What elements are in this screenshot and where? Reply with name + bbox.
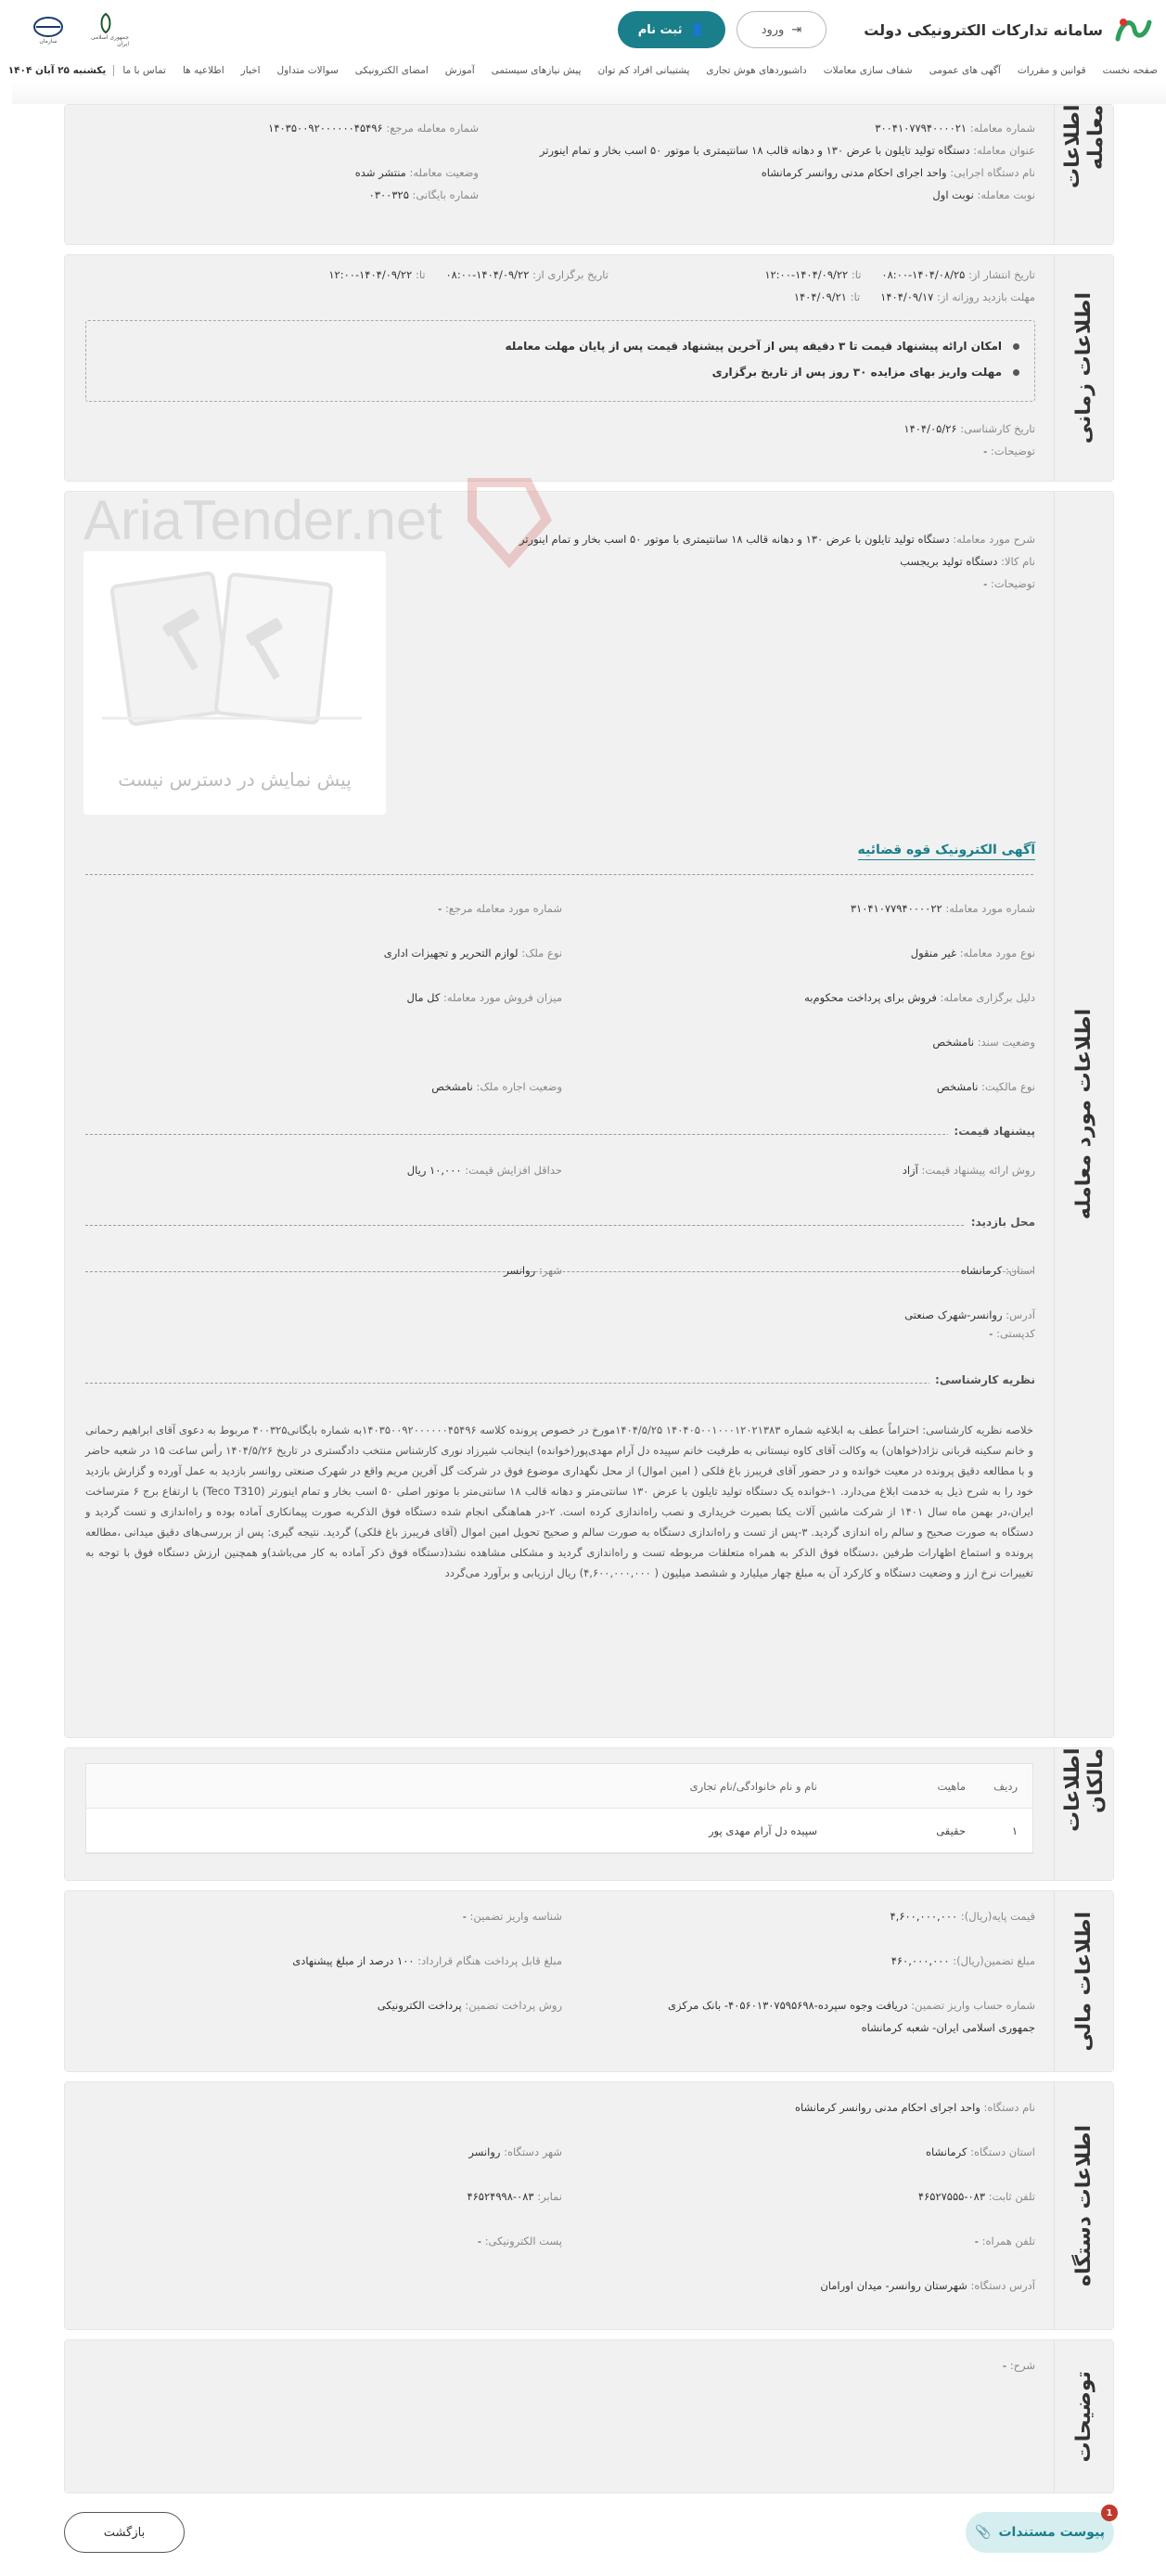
owner-name: سپیده دل آرام مهدی پور — [709, 1823, 817, 1837]
owners-section — [64, 1747, 1114, 1881]
org-mobile: تلفن همراه: - — [974, 2235, 1035, 2248]
deal-reason: دلیل برگزاری معامله: فروش برای پرداخت محکوم‌به — [804, 991, 1035, 1004]
finance-section — [64, 1890, 1114, 2072]
login-icon: ⇥ — [791, 22, 802, 37]
org-section — [64, 2081, 1114, 2330]
signup-label: ثبت نام — [637, 22, 683, 37]
notes-text: شرح: - — [1002, 2359, 1035, 2372]
deposit-account: شماره حساب واریز تضمین: دریافت وجوه سپرده-۴۰۵۶۰۱۳۰۷۵۹۵۶۹۸- بانک مرکزی — [668, 1999, 1035, 2012]
column-header: نام و نام خانوادگی/نام تجاری — [689, 1779, 817, 1793]
top-bar — [12, 0, 1166, 59]
divider — [85, 1383, 1033, 1384]
base-price: قیمت پایه(ریال): ۴,۶۰۰,۰۰۰,۰۰۰ — [890, 1910, 1035, 1923]
table-row — [86, 1809, 1032, 1853]
deal-org: نام دستگاه اجرایی: واحد اجرای احکام مدنی روانسر کرمانشاه — [761, 166, 1035, 179]
preview-unavailable-text: پیش نمایش در دسترس نیست — [118, 768, 352, 791]
item-description: شرح مورد معامله: دستگاه تولید تایلون با عرض ۱۳۰ و دهانه قالب ۱۸ سانتیمتری با موتور ۵۰ اسب بخار و تمام اینورتر — [519, 533, 1035, 546]
deal-number: شماره معامله: ۳۰۰۴۱۰۷۷۹۴۰۰۰۰۲۱ — [875, 122, 1035, 135]
visit-city: شهر: روانسر — [504, 1264, 562, 1277]
guarantee-method: روش پرداخت تضمین: پرداخت الکترونیکی — [377, 1999, 562, 2012]
deal-status: وضعیت معامله: منتشر شده — [354, 166, 479, 179]
back-button[interactable]: بازگشت — [64, 2512, 185, 2553]
hold-range: تاریخ برگزاری از: ۱۴۰۴/۰۹/۲۲-۰۸:۰۰ تا: ۱۴۰۴/۰۹/۲۲-۱۲:۰۰ — [328, 268, 609, 281]
gavel-icon — [83, 551, 386, 737]
divider — [85, 1134, 1033, 1135]
ownership-type: نوع مالکیت: نامشخص — [936, 1080, 1035, 1093]
deposit-id: شناسه واریز تضمین: - — [462, 1910, 562, 1923]
org-address: آدرس دستگاه: شهرستان روانسر- میدان اورامان — [820, 2279, 1035, 2292]
section-title: توضیحات — [1072, 2370, 1096, 2463]
nav-item-laws[interactable]: قوانین و مقررات — [1017, 65, 1086, 76]
login-label: ورود — [761, 22, 785, 37]
offer-method: روش ارائه پیشنهاد قیمت: آزاد — [902, 1164, 1035, 1177]
property-type: نوع ملک: لوازم التحریر و تجهیزات اداری — [383, 947, 562, 960]
government-emblem-icon: جمهوری اسلامی ایران — [83, 8, 129, 51]
section-title: اطلاعات مالی — [1072, 1911, 1096, 2052]
footer-actions — [64, 2507, 1114, 2549]
nav-item-accessibility[interactable]: پشتیبانی افراد کم توان — [597, 65, 690, 76]
nav-item-notices[interactable]: اطلاعیه ها — [182, 65, 224, 76]
divider — [85, 1225, 1033, 1226]
nav-item-faq[interactable]: سوالات متداول — [276, 65, 339, 76]
deal-subject: عنوان معامله: دستگاه تولید تایلون با عرض ۱۳۰ و دهانه قالب ۱۸ سانتیمتری با موتور ۵۰ اسب بخار و تمام اینورتر — [539, 144, 1035, 157]
setad-logo-icon — [1112, 11, 1153, 48]
org-email: پست الکترونیکی: - — [477, 2235, 562, 2248]
divider — [85, 874, 1033, 875]
visit-province: استان: کرمانشاه — [960, 1264, 1035, 1277]
judiciary-ad-link[interactable]: آگهی الکترونیک قوه قضائیه — [858, 843, 1036, 860]
nav-item-prerequisites[interactable]: پیش نیازهای سیستمی — [491, 65, 582, 76]
attachments-count-badge: 1 — [1101, 2505, 1118, 2521]
price-offer-heading: پیشنهاد قیمت: — [948, 1125, 1035, 1138]
item-ref-number: شماره مورد معامله مرجع: - — [438, 902, 562, 915]
current-date: یکشنبه ۲۵ آبان ۱۴۰۴ — [0, 65, 114, 76]
section-title: اطلاعات دستگاه — [1072, 2125, 1096, 2286]
table-header — [86, 1764, 1032, 1809]
conditions-box — [85, 320, 1035, 402]
main-nav — [7, 59, 1166, 82]
condition-item: امکان ارائه پیشنهاد قیمت تا ۳ دقیقه پس از آخرین پیشنهاد قیمت پس از پایان مهلت معامله — [506, 340, 1019, 353]
condition-item: مهلت واریز بهای مزایده ۳۰ روز پس از تاریخ برگزاری — [712, 366, 1019, 379]
time-notes: توضیحات: - — [983, 444, 1035, 457]
section-title: اطلاعات مورد معامله — [1072, 1009, 1096, 1220]
org-fax: نمابر: ۰۸۳-۴۶۵۲۴۹۹۸ — [467, 2190, 562, 2203]
brand[interactable] — [864, 11, 1153, 48]
visit-range: مهلت بازدید روزانه از: ۱۴۰۴/۰۹/۱۷ تا: ۱۴۰۴/۰۹/۲۱ — [793, 290, 1035, 303]
item-info-section — [64, 488, 1114, 1738]
min-increase: حداقل افزایش قیمت: ۱۰,۰۰۰ ریال — [406, 1164, 562, 1177]
deal-turn: نوبت معامله: نوبت اول — [932, 188, 1035, 201]
section-title: اطلاعات مالکان — [1060, 1748, 1108, 1833]
payable-amount: مبلغ قابل پرداخت هنگام قرارداد: ۱۰۰ درصد از مبلغ پیشنهادی — [292, 1954, 562, 1967]
deal-archive: شماره بایگانی: ۰۳۰۰۳۲۵ — [368, 188, 479, 201]
visit-zip: کدپستی: - — [989, 1327, 1035, 1340]
expert-opinion-text: خلاصه نظریه کارشناسی: احتراماً عطف به ابلاغیه شماره ۱۴۰۴۰۵۰۰۱۰۰۰۱۲۰۲۱۳۸۳ ۱۴۰۴/۵/۲۵مورخ در خصوص پرونده کلاسه ۱۴۰۳۵۰۰۹۲۰۰۰۰۰۰۴۵۴۹۶به شماره بایگانی۴۰۰۳۲۵ مربوط به دعوی آقای ابراهیم رحمانی و خانم سکینه قربانی نژاد(خواهان) به وکالت آقای کاوه نیستانی به طرفیت خانم سپیده دل آرام مهدی‌پور(خوانده) اینجانب شیرزاد نوری کارشناس منتخب دادگستری در تاریخ ۱۴۰۴/۵/۲۶ رأس ساعت ۱۵ در شعبه حاضر و با مطالعه دقیق پرونده در معیت خوانده و در حضور آقای فریبرز باغ فلکی ( امین اموال) از محل نگهداری موضوع فوق در شرکت گل آفرین مریم واقع در شهرک صنعتی روانسر بازدید به عمل آورده و گزارش بازدید خود را به شرح ذیل به خدمت ابلاغ می‌دارد. ۱-خوانده یک دستگاه تولید تایلون با عرض ۱۳۰ سانتی‌متر و دهانه قالب ۱۸ سانتی‌متر با موتور اصلی ۵۰ اسب بخار و تمام اینورتر (Teco T310) با ارتفاع برج ۶ مترساخت ایران،در بهمن ماه سال ۱۴۰۱ از شرکت ماشین آلات یکتا بصیرت خریداری و نصب راه‌اندازی کرده است. ۲-در هماهنگی انجام شده دستگاه فوق الذکربه صورت پیمانکاری آماده بوده و راه‌اندازی و تست گردید و دستگاه به صورت صحیح و سالم راه اندازی گردید. ۳-پس از تست و راه‌اندازی دستگاه به صورت سالم و صحیح تحویل امین اموال (آقای فریبرز باغ فلکی) گردید. نتیجه گیری: پس از بررسی‌های دقیق میدانی ،مطالعه پرونده و استماع اظهارات طرفین ،دستگاه فوق الذکر به همراه متعلقات مربوطه تست و راه‌اندازی گردید و مشکلی مشاهده نشد(دستگاه فوق ذکر آماده به کار می‌باشد)و همچنین ارزش دستگاه فوق با توجه به تغییرات نرخ ارز و وضعیت دستگاه و کارکرد آن به مبلغ چهار میلیارد و ششصد میلیون ( ۴,۶۰۰,۰۰۰,۰۰۰) ریال ارزیابی و برآورد می‌گردد — [85, 1423, 1034, 1579]
org-name: نام دستگاه: واحد اجرای احکام مدنی روانسر کرمانشاه — [795, 2101, 1035, 2114]
column-header: ردیف — [993, 1779, 1018, 1793]
paperclip-icon: 📎 — [975, 2525, 992, 2540]
signup-button[interactable] — [618, 11, 725, 48]
row-index: ۱ — [1011, 1823, 1018, 1837]
nav-item-news[interactable]: اخبار — [240, 65, 261, 76]
guarantee-amount: مبلغ تضمین(ریال): ۴۶۰,۰۰۰,۰۰۰ — [891, 1954, 1035, 1967]
attachments-label: پیوست مستندات — [998, 2525, 1105, 2540]
org-city: شهر دستگاه: روانسر — [468, 2145, 562, 2158]
item-notes: توضیحات: - — [983, 577, 1035, 590]
org-phone: تلفن ثابت: ۰۸۳-۴۶۵۲۷۵۵۵ — [917, 2190, 1035, 2203]
add-user-icon: 👤 — [689, 22, 705, 37]
nav-item-home[interactable]: صفحه نخست — [1102, 65, 1158, 76]
attachments-button[interactable] — [966, 2507, 1114, 2553]
visit-address: آدرس: روانسر-شهرک صنعتی — [904, 1308, 1035, 1321]
section-title: اطلاعات زمانی — [1072, 291, 1096, 444]
lease-status: وضعیت اجاره ملک: نامشخص — [431, 1080, 562, 1093]
owners-table — [85, 1763, 1033, 1854]
item-name: نام کالا: دستگاه تولید بریجسب — [900, 555, 1035, 568]
expert-opinion-heading: نظریه کارشناسی: — [929, 1373, 1035, 1386]
document-status: وضعیت سند: نامشخص — [932, 1036, 1035, 1049]
watermark-logo-icon — [454, 473, 565, 566]
item-number: شماره مورد معامله: ۳۱۰۴۱۰۷۷۹۴۰۰۰۰۲۲ — [850, 902, 1035, 915]
nav-item-transparency[interactable]: شفاف سازی معاملات — [823, 65, 913, 76]
section-title: اطلاعات معامله — [1060, 105, 1108, 189]
column-header: ماهیت — [937, 1779, 966, 1793]
item-type: نوع مورد معامله: غیر منقول — [910, 947, 1035, 960]
nav-item-contact[interactable]: تماس با ما — [122, 65, 166, 76]
nav-item-training[interactable]: آموزش — [444, 65, 475, 76]
nav-item-e-signature[interactable]: امضای الکترونیکی — [354, 65, 429, 76]
visit-location-heading: محل بازدید: — [966, 1216, 1035, 1229]
sale-amount: میزان فروش مورد معامله: کل مال — [406, 991, 562, 1004]
watermark: AriaTender.net — [83, 473, 565, 566]
time-info-section — [64, 254, 1114, 482]
nav-item-public-ads[interactable]: آگهی های عمومی — [929, 65, 1001, 76]
deposit-account-bank: جمهوری اسلامی ایران- شعبه کرمانشاه — [861, 2021, 1035, 2034]
nav-item-bi-dashboards[interactable]: داشبوردهای هوش تجاری — [706, 65, 807, 76]
publish-range: تاریخ انتشار از: ۱۴۰۴/۰۸/۲۵-۰۸:۰۰ تا: ۱۴۰۴/۰۹/۲۲-۱۲:۰۰ — [764, 268, 1035, 281]
deal-info-section — [64, 104, 1114, 245]
deal-ref-number: شماره معامله مرجع: ۱۴۰۳۵۰۰۹۲۰۰۰۰۰۰۴۵۴۹۶ — [268, 122, 479, 135]
expert-date: تاریخ کارشناسی: ۱۴۰۴/۰۵/۲۶ — [903, 422, 1035, 435]
site-title: سامانه تدارکات الکترونیکی دولت — [864, 20, 1103, 39]
ministry-logo-icon: سازمان — [25, 8, 71, 51]
header-shadow — [12, 82, 1166, 104]
notes-section — [64, 2339, 1114, 2493]
image-preview[interactable] — [83, 551, 386, 815]
login-button[interactable] — [737, 11, 827, 48]
org-province: استان دستگاه: کرمانشاه — [925, 2145, 1035, 2158]
owner-type: حقیقی — [936, 1823, 966, 1837]
